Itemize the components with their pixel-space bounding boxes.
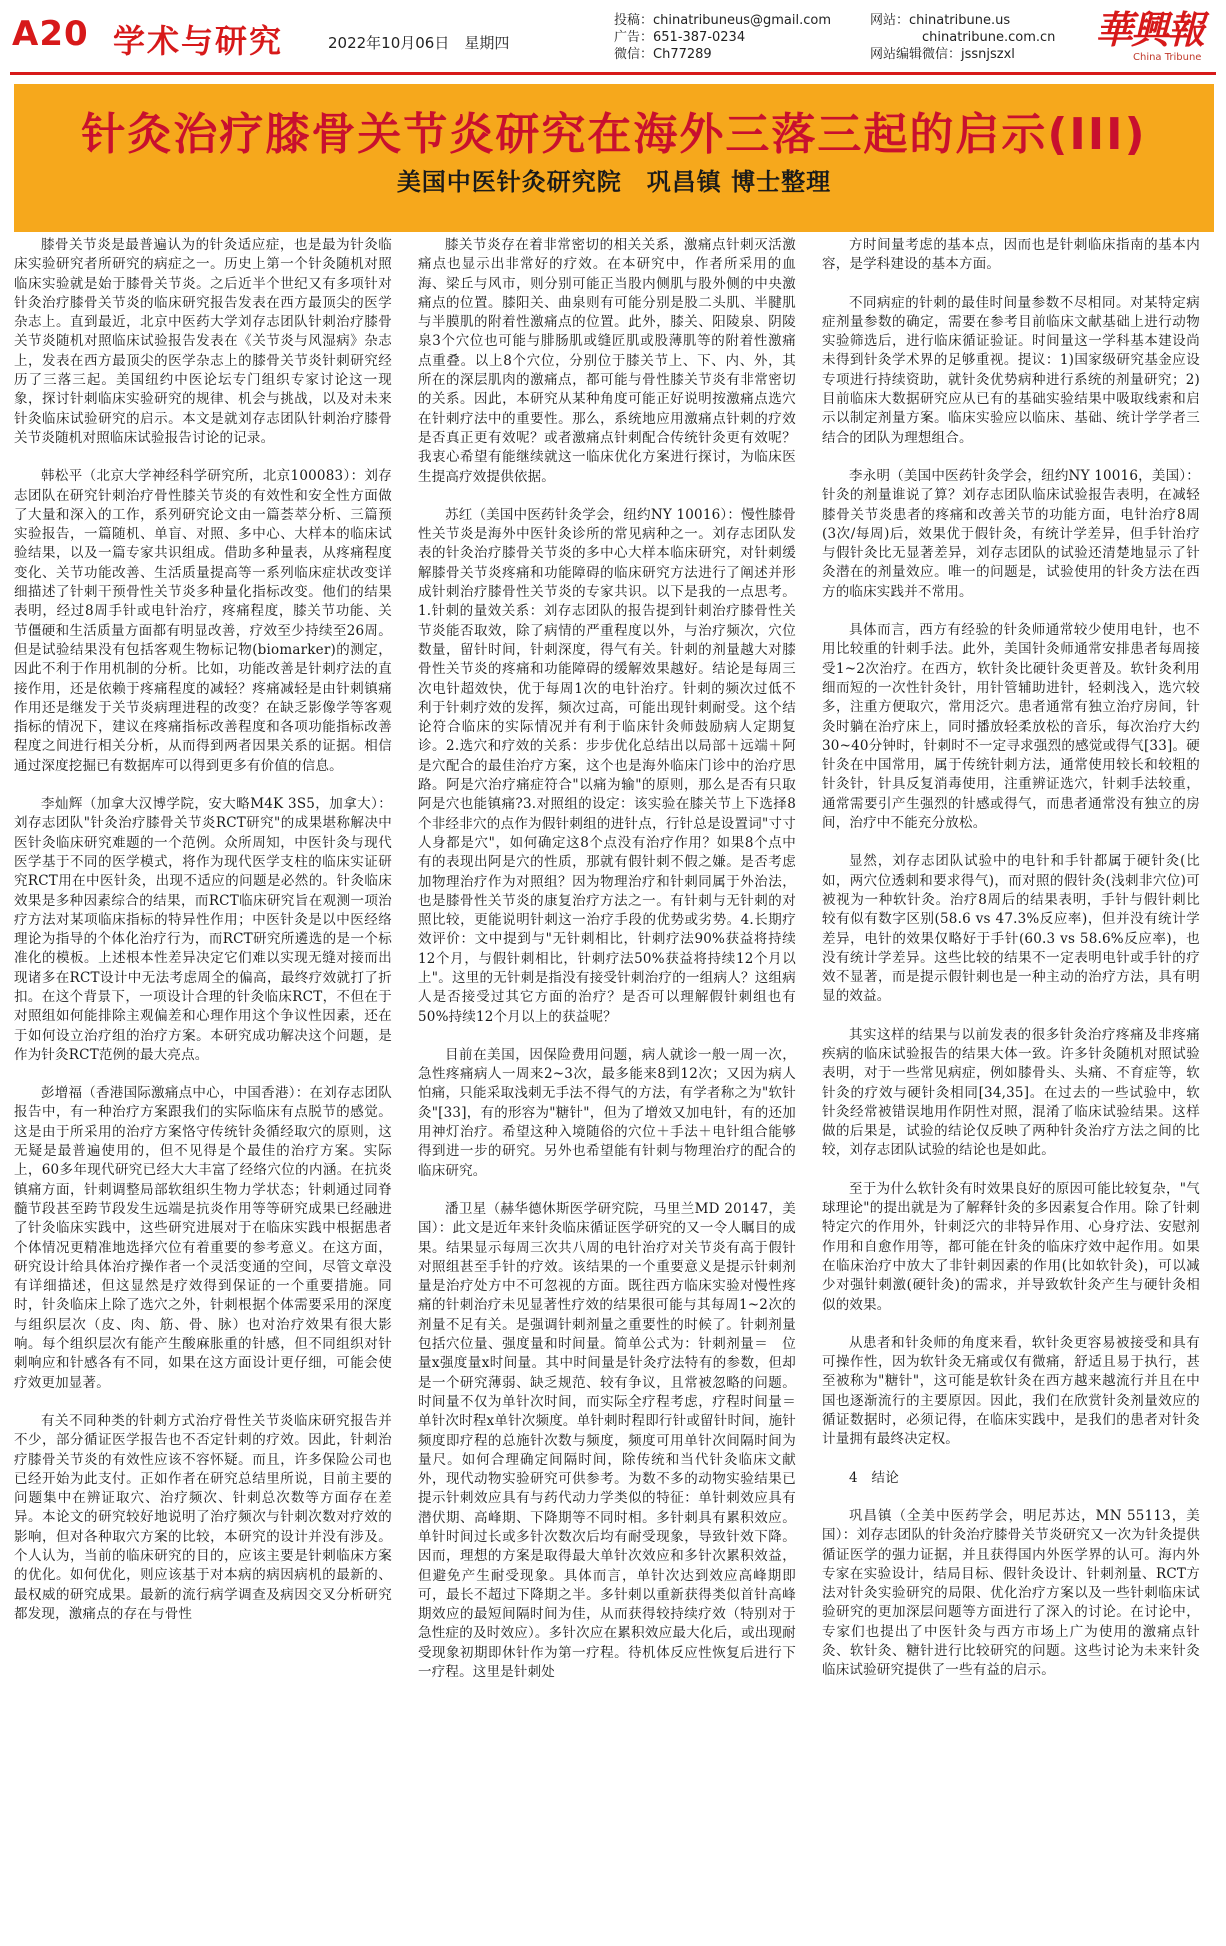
paragraph: 目前在美国，因保险费用问题，病人就诊一般一周一次，急性疼痛病人一周来2~3次，最多能来8到12次；又因为病人怕痛，只能采取浅刺无手法不得气的方法，有学者称之为"软针灸"[33]，有的形容为"糖针"，但为了增效又加电针，有的还加用神灯治疗。希望这种入境随俗的穴位＋手法＋电针组合能够得到进一步的研究。另外也希望能有针刺与物理治疗的配合的临床研究。 — [418, 1046, 796, 1179]
paragraph: 其实这样的结果与以前发表的很多针灸治疗疼痛及非疼痛疾病的临床试验报告的结果大体一致。许多针灸随机对照试验表明，对于一些常见病症，例如膝骨头、头痛、不育症等，软针灸的疗效与硬针灸相同[34,35]。在过去的一些试验中，软针灸经常被错误地用作阴性对照，混淆了临床试验结果。这样做的后果是，试验的结论仅反映了两种针灸治疗方法之间的比较，刘存志团队试验的结论也是如此。 — [822, 1026, 1200, 1159]
paragraph: 李永明（美国中医药针灸学会，纽约NY 10016，美国）：针灸的剂量谁说了算？刘存志团队临床试验报告表明，在减轻膝骨关节炎患者的疼痛和改善关节的功能方面，电针治疗8周(3次/每周)后，效果优于假针灸，有统计学差异，但手针治疗与假针灸比无显著差异，刘存志团队的试验还清楚地显示了针灸潜在的剂量效应。唯一的问题是，试验使用的针灸方法在西方的临床实践并不常用。 — [822, 467, 1200, 600]
header-rule — [10, 72, 1216, 75]
paragraph: 有关不同种类的针刺方式治疗骨性关节炎临床研究报告并不少，部分循证医学报告也不否定针刺的疗效。因此，针刺治疗膝骨关节炎的有效性应该不容怀疑。而且，许多保险公司也已经开始为此支付。正如作者在研究总结里所说，目前主要的问题集中在辨证取穴、治疗频次、针刺总次数等方面存在差异。本论文的研究较好地说明了治疗频次与针刺次数对疗效的影响，但对各种取穴方案的比较，本研究的设计并没有涉及。个人认为，当前的临床研究的目的，应该主要是针刺临床方案的优化。如何优化，则应该基于对本病的病因病机的最新的、最权威的研究成果。最新的流行病学调查及病因交叉分析研究都发现，激痛点的存在与骨性 — [14, 1412, 392, 1622]
contact-email: 投稿：chinatribuneus@gmail.com — [614, 13, 832, 28]
paragraph: 至于为什么软针灸有时效果良好的原因可能比较复杂，"气球理论"的提出就是为了解释针灸的多因素复合作用。除了针刺特定穴的作用外，针刺泛穴的非特异作用、心身疗法、安慰剂作用和自愈作用等，都可能在针灸的临床疗效中起作用。如果在临床治疗中放大了非针刺因素的作用(比如软针灸)，可以减少对强针刺激(硬针灸)的需求，并导致软针灸产生与硬针灸相似的效果。 — [822, 1180, 1200, 1313]
paragraph: 方时间量考虑的基本点，因而也是针刺临床指南的基本内容，是学科建设的基本方面。 — [822, 237, 1200, 273]
masthead — [10, 8, 1216, 68]
publication-date: 2022年10月06日 星期四 — [328, 34, 510, 52]
article-column-3 — [822, 236, 1200, 1934]
website-info — [870, 12, 1055, 63]
website-editor-wechat: 网站编辑微信：jssnjszxl — [870, 47, 1015, 62]
contact-phone: 广告：651-387-0234 — [614, 30, 746, 45]
paragraph: 彭增福（香港国际激痛点中心，中国香港）：在刘存志团队报告中，有一种治疗方案跟我们的实际临床有点脱节的感觉。这是由于所采用的治疗方案恪守传统针灸循经取穴的原则，这无疑是最普遍使用的，但不见得是个最佳的治疗方案。实际上，60多年现代研究已经大大丰富了经络穴位的内涵。在抗炎镇痛方面，针刺调整局部软组织生物力学状态；针刺通过同脊髓节段甚至跨节段发生远端是抗炎作用等等研究成果已经融进了针灸临床实践中，这些研究进展对于在临床实践中根据患者个体情况更精准地选择穴位有着重要的参考意义。在这方面，研究设计给具体治疗操作者一个灵活变通的空间，尽管文章没有详细描述，但这显然是疗效得到保证的一个重要措施。同时，针灸临床上除了选穴之外，针刺根据个体需要采用的深度与组织层次（皮、肉、筋、骨、脉）也对治疗效果有很大影响。每个组织层次有能产生酸麻胀重的针感，但不同组织对针刺响应和针感各有不同，如果在这方面设计更仔细，可能会使疗效更加显著。 — [14, 1085, 392, 1391]
paragraph: 从患者和针灸师的角度来看，软针灸更容易被接受和具有可操作性，因为软针灸无痛或仅有微痛，舒适且易于执行，甚至被称为"糖针"，这可能是软针灸在西方越来越流行并且在中国也逐渐流行的主要原因。因此，我们在欣赏针灸剂量效应的循证数据时，必须记得，在临床实践中，是我们的患者对针灸计量拥有最终决定权。 — [822, 1334, 1200, 1448]
paragraph: 不同病症的针刺的最佳时间量参数不尽相同。对某特定病症剂量参数的确定，需要在参考目前临床文献基础上进行动物实验筛选后，进行临床循证验证。时间量这一学科基本建设尚未得到针灸学术界的足够重视。提议：1)国家级研究基金应设专项进行持续资助，就针灸优势病种进行系统的剂量研究；2)目前临床大数据研究应从已有的基础实验结果中吸取线索和启示以制定剂量方案。临床实验应以临床、基础、统计学学者三结合的团队为理想组合。 — [822, 294, 1200, 446]
website-url: 网站：chinatribune.us — [870, 13, 1011, 28]
headline-banner — [14, 84, 1214, 232]
website-url-cn: chinatribune.com.cn — [922, 30, 1056, 45]
paragraph: 巩昌镇（全美中医药学会，明尼苏达，MN 55113，美国）：刘存志团队的针灸治疗膝骨关节炎研究又一次为针灸提供循证医学的强力证据，并且获得国内外医学界的认可。海内外专家在实验设计，结局目标、假针灸设计、针刺剂量、RCT方法对针灸实验研究的局限、优化治疗方案以及一些针刺临床试验研究的更加深层问题等方面进行了深入的讨论。在讨论中，专家们也提出了中医针灸与西方市场上广为使用的激痛点针灸、软针灸、糖针进行比较研究的问题。这些讨论为未来针灸临床试验研究提供了一些有益的启示。 — [822, 1507, 1200, 1679]
article-headline: 针灸治疗膝骨关节炎研究在海外三落三起的启示(III) — [81, 109, 1147, 160]
newspaper-logo — [1095, 8, 1215, 66]
article-column-2 — [418, 236, 810, 1934]
article-byline: 美国中医针灸研究院 巩昌镇 博士整理 — [396, 168, 832, 196]
logo-english: China Tribune — [1133, 52, 1202, 63]
section-title: 学术与研究 — [113, 22, 284, 60]
contact-info — [614, 12, 831, 63]
paragraph: 具体而言，西方有经验的针灸师通常较少使用电针，也不用比较重的针刺手法。此外，美国针灸师通常安排患者每周接受1~2次治疗。在西方，软针灸比硬针灸更普及。软针灸利用细而短的一次性针灸针，用针管辅助进针，轻刺浅入，选穴较多，注重方便取穴，常用泛穴。患者通常有独立治疗房间，针灸时躺在治疗床上，同时播放轻柔放松的音乐，每次治疗大约30~40分钟时，针刺时不一定寻求强烈的感觉或得气[33]。硬针灸在中国常用，属于传统针刺方法，通常使用较长和较粗的针灸针，针具反复消毒使用，注重辨证选穴，针刺手法较重，通常需要引产生强烈的针感或得气，而患者通常没有独立的房间，治疗中不能充分放松。 — [822, 622, 1200, 832]
paragraph: 膝关节炎存在着非常密切的相关关系，激痛点针刺灭活激痛点也显示出非常好的疗效。在本研究中，作者所采用的血海、梁丘与风市，则分别可能正当股内侧肌与股外侧的中央激痛点的位置。膝阳关、曲泉则有可能分别是股二头肌、半腱肌与半膜肌的附着性激痛点的位置。此外，膝关、阳陵泉、阴陵泉3个穴位也可能与腓肠肌或缝匠肌或股薄肌等的附着性激痛点重叠。以上8个穴位，分别位于膝关节上、下、内、外，其所在的深层肌肉的激痛点，都可能与骨性膝关节炎有非常密切的关系。因此，本研究从某种角度可能正好说明按激痛点选穴在针刺疗法中的重要性。那么，系统地应用激痛点针刺的疗效是否真正更有效呢？或者激痛点针刺配合传统针灸更有效呢？我衷心希望有能继续就这一临床优化方案进行探讨，为临床医生提高疗效提供依据。 — [418, 237, 796, 485]
paragraph: 潘卫星（赫华德休斯医学研究院，马里兰MD 20147，美国）：此文是近年来针灸临床循证医学研究的又一令人瞩目的成果。结果显示每周三次共八周的电针治疗对关节炎有高于假针对照组甚至手针的疗效。该结果的一个重要意义是提示针刺剂量是治疗处方中不可忽视的方面。既往西方临床实验对慢性疼痛的针刺治疗未见显著性疗效的结果很可能与其每周1~2次的剂量不足有关。是强调针刺剂量之重要性的时候了。针刺剂量包括穴位量、强度量和时间量。简单公式为：针刺剂量＝ 位量x强度量x时间量。其中时间量是针灸疗法特有的参数，但却是一个研究薄弱、缺乏规范、较有争议，且常被忽略的问题。时间量不仅为单针次时间，而实际全疗程考虑，疗程时间量＝ 单针次时程x单针次频度。单针刺时程即行针或留针时间，施针频度即疗程的总施针次数与频度，频度可用单针次间隔时间为量尺。如何合理确定间隔时间，除传统和当代针灸临床文献外，现代动物实验研究可供参考。为数不多的动物实验结果已提示针刺效应具有与药代动力学类似的特征：单针刺效应具有潜伏期、高峰期、下降期等不同时相。多针刺具有累积效应。单针时间过长或多针次数次后均有耐受现象，导致针效下降。因而，理想的方案是取得最大单针次效应和多针次累积效益，但避免产生耐受现象。具体而言，单针次达到效应高峰期即可，最长不超过下降期之半。多针刺以重新获得类似首针高峰期效应的最短间隔时间为佳，从而获得较持续疗效（特别对于急性症的及时效应）。多针次应在累积效应最大化后，或出现耐受现象初期即休针作为第一疗程。待机体反应性恢复后进行下一疗程。这里是针刺处 — [418, 1200, 810, 1681]
logo-chinese: 華興報 — [1095, 7, 1204, 52]
paragraph: 苏红（美国中医药针灸学会，纽约NY 10016）：慢性膝骨性关节炎是海外中医针灸诊所的常见病种之一。刘存志团队发表的针灸治疗膝骨关节炎的多中心大样本临床研究，对针刺缓解膝骨关节炎疼痛和功能障碍的临床研究方法进行了阐述并形成针刺治疗膝骨性关节炎的专家共识。以下是我的一点思考。1.针刺的量效关系：刘存志团队的报告提到针刺治疗膝骨性关节炎能否取效，除了病情的严重程度以外，与治疗频次，穴位数量，留针时间，针刺深度，得气有关。针刺的剂量越大对膝骨性关节炎的疼痛和功能障碍的缓解效果越好。结论是每周三次电针超效快，优于每周1次的电针治疗。针刺的频次过低不利于针刺疗效的发挥，频次过高，可能出现针刺耐受。这个结论符合临床的实际情况并有利于临床针灸师鼓励病人定期复诊。2.选穴和疗效的关系：步步优化总结出以局部＋远端＋阿是穴配合的最佳治疗方案，这个也是海外临床门诊中的治疗思路。阿是穴治疗痛症符合"以痛为输"的原则，那么是否有只取阿是穴也能镇痛?3.对照组的设定：该实验在膝关节上下选择8个非经非穴的点作为假针刺组的进针点，行针总是设置词"寸寸人身都是穴"，如何确定这8个点没有治疗作用？如果8个点中有的表现出阿是穴的性质，那就有假针刺不假之嫌。是否考虑加物理治疗作为对照组？因为物理治疗和针刺同属于外治法，也是膝骨性关节炎的康复治疗方法之一。有针刺与无针刺的对照比较，更能说明针刺这一治疗手段的优势或劣势。4.长期疗效评价：文中提到与"无针刺相比，针刺疗法90%获益将持续12个月，与假针刺相比，针刺疗法50%获益将持续12个月以上"。这里的无针刺是指没有接受针刺治疗的一组病人？这组病人是否接受过其它方面的治疗？是否可以理解假针刺组也有50%持续12个月以上的获益呢？ — [418, 506, 796, 1025]
paragraph: 显然，刘存志团队试验中的电针和手针都属于硬针灸(比如，两穴位透刺和要求得气)，而对照的假针灸(浅刺非穴位)可被视为一种软针灸。治疗8周后的结果表明，手针与假针刺比较有似有数字区别(58.6 vs 47.3%反应率)，但并没有统计学差异，电针的效果仅略好于手针(60.3 vs 58.6%反应率)，也没有统计学差异。这些比较的结果不一定表明电针或手针的疗效不显著，而是提示假针刺也是一种主动的治疗方法，具有明显的效益。 — [822, 853, 1200, 1005]
paragraph: 膝骨关节炎是最普遍认为的针灸适应症，也是最为针灸临床实验研究者所研究的病症之一。历史上第一个针灸随机对照临床实验就是始于膝骨关节炎。之后近半个世纪又有多项针对针灸治疗膝骨关节炎的临床研究报告发表在西方最顶尖的医学杂志上。直到最近，北京中医药大学刘存志团队针刺治疗膝骨关节炎随机对照临床试验报告发表在《关节炎与风湿病》杂志上，发表在西方最顶尖的医学杂志上的膝骨关节炎针刺研究经历了三落三起。美国纽约中医论坛专门组织专家讨论这一现象，探讨针刺临床实验研究的规律、机会与挑战，以及对未来针灸临床试验研究的启示。本文是就刘存志团队针刺治疗膝骨关节炎随机对照临床试验报告讨论的记录。 — [14, 237, 392, 446]
paragraph: 李灿辉（加拿大汉博学院，安大略M4K 3S5，加拿大）：刘存志团队"针灸治疗膝骨关节炎RCT研究"的成果堪称解决中医针灸临床研究难题的一个范例。众所周知，中医针灸与现代医学基于不同的医学模式，将作为现代医学支柱的临床实证研究RCT用在中医针灸，出现不适应的问题是必然的。针灸临床效果是多种因素综合的结果，而RCT临床研究旨在观测一项治疗方法对某项临床指标的特异性作用；中医针灸是以中医经络理论为指导的个体化治疗行为，而RCT研究所遴选的是一个标准化的模板。上述根本性差异决定它们难以实现无缝对接而出现诸多在RCT设计中无法考虑周全的偏高，最终疗效就打了折扣。在这个背景下，一项设计合理的针灸临床RCT，不但在于对照组如何能排除主观偏差和心理作用这个争议性因素，还在于如何设立治疗组的治疗方案。本研究成功解决这个问题，是作为针灸RCT范例的最大亮点。 — [14, 796, 392, 1063]
paragraph: 韩松平（北京大学神经科学研究所，北京100083）：刘存志团队在研究针刺治疗骨性膝关节炎的有效性和安全性方面做了大量和深入的工作，系列研究论文由一篇荟萃分析、三篇预实验报告，一篇随机、单盲、对照、多中心、大样本的临床试验结果，以及一篇专家共识组成。借助多种量表，从疼痛程度变化、关节功能改善、生活质量提高等一系列临床症状改变详细描述了针刺干预骨性关节炎多种量化指标改变。他们的结果表明，经过8周手针或电针治疗，疼痛程度，膝关节功能、关节僵硬和生活质量方面都有明显改善，疗效至少持续至26周。但是试验结果没有包括客观生物标记物(biomarker)的测定，因此不利于作用机制的分析。比如，功能改善是针刺疗法的直接作用，还是依赖于疼痛程度的减轻？疼痛减轻是由针刺镇痛作用还是继发于关节炎病理进程的改变？在缺乏影像学等客观指标的情况下，建议在疼痛指标改善程度和各项功能指标改善程度之间进行相关分析，从而得到两者因果关系的证据。相信通过深度挖掘已有数据库可以得到更多有价值的信息。 — [14, 468, 392, 774]
section-heading-conclusion: 4 结论 — [849, 1469, 899, 1486]
page-number: A20 — [12, 14, 89, 54]
contact-wechat: 微信：Ch77289 — [614, 47, 712, 62]
article-column-1 — [14, 236, 392, 1934]
